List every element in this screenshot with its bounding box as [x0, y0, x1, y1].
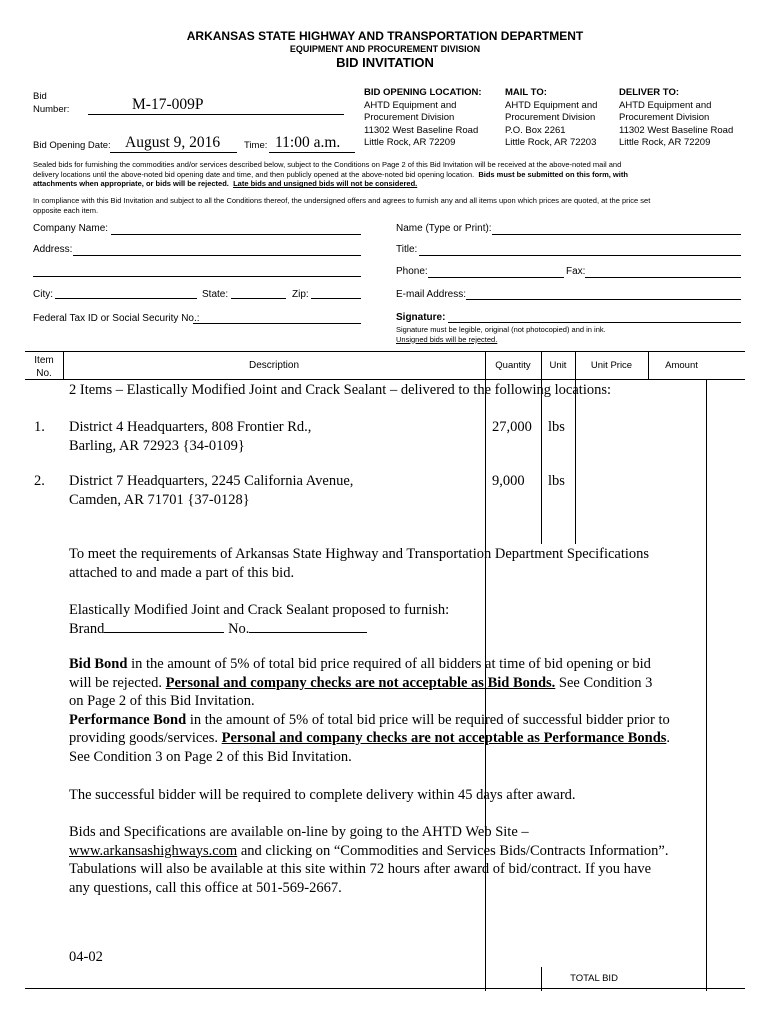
name-field[interactable]	[492, 234, 741, 235]
title-field[interactable]	[419, 255, 741, 256]
item-2-description: District 7 Headquarters, 2245 California Avenue, Camden, AR 71701 {37-0128}	[69, 473, 354, 508]
phone-field[interactable]	[428, 277, 564, 278]
performance-bond-title: Performance Bond	[69, 711, 187, 728]
item-1-quantity: 27,000	[492, 419, 532, 435]
mail-to-address: MAIL TO: AHTD Equipment and Procurement Division P.O. Box 2261 Little Rock, AR 72203	[505, 87, 598, 148]
company-name-label: Company Name:	[33, 223, 109, 234]
city-field[interactable]	[55, 298, 197, 299]
quantity-header: Quantity	[495, 360, 531, 371]
time-value: 11:00 a.m.	[275, 134, 341, 151]
fax-field[interactable]	[585, 277, 741, 278]
fax-label: Fax:	[566, 266, 586, 277]
page-title: BID INVITATION	[336, 55, 434, 70]
brand-field[interactable]	[104, 620, 224, 633]
item-2-number: 2.	[34, 473, 45, 489]
title-label: Title:	[396, 244, 418, 255]
item-1-unit: lbs	[548, 419, 565, 435]
sealed-bids-notice: Sealed bids for furnishing the commodities and/or services described below, subject to the Conditions on Page 2 of this Bid Invitation will be received at the above-noted mail and delivery locations until the above-noted bid opening date and time, and then publicly opened at the above-noted bid opening location. Bids must be submitted on this form, with attachments when appropriate, or bids will be rejected. Late bids and unsigned bids will not be considered.	[33, 160, 628, 189]
bid-bond-title: Bid Bond	[69, 656, 128, 672]
unit-header: Unit	[549, 360, 567, 371]
email-field[interactable]	[466, 299, 741, 300]
table-header-bottom-border	[25, 379, 745, 380]
signature-note: Signature must be legible, original (not photocopied) and in ink. Unsigned bids will be rejected.	[396, 325, 606, 344]
table-top-border	[25, 351, 745, 352]
address-line-2-field[interactable]	[33, 276, 361, 277]
item-2-quantity: 9,000	[492, 473, 525, 489]
total-bid-label: TOTAL BID	[570, 973, 618, 984]
quantity-col-divider	[541, 351, 542, 544]
time-label: Time:	[244, 140, 268, 151]
signature-field[interactable]	[448, 322, 741, 323]
bid-number-underline	[88, 114, 344, 115]
name-label: Name (Type or Print):	[396, 223, 492, 234]
zip-label: Zip:	[292, 289, 309, 300]
bid-opening-date-label: Bid Opening Date:	[33, 140, 111, 151]
state-label: State:	[202, 289, 229, 300]
address-field[interactable]	[73, 255, 361, 256]
unit-price-header: Unit Price	[590, 360, 633, 371]
item-1-description: District 4 Headquarters, 808 Frontier Rd., Barling, AR 72923 {34-0109}	[69, 419, 312, 454]
bond-requirements: Bid Bond in the amount of 5% of total bid price required of all bidders at time of bid opening or bid will be rejected. Personal and company checks are not acceptable as Bid Bonds. See Condition 3 on Page 2 of this Bid Invitation. Performance Bond in the amount of 5% of total bid price will be required of successful bidder prior to providing goods/services. Personal and company checks are not acceptable as Performance Bonds. See Condition 3 on Page 2 of this Bid Invitation.	[69, 656, 671, 765]
sealant-proposal: Elastically Modified Joint and Crack Sealant proposed to furnish: Brand No.	[69, 602, 450, 637]
address-label: Address:	[33, 244, 73, 255]
item-no-header: Item No.	[34, 355, 54, 379]
bid-opening-location: BID OPENING LOCATION: AHTD Equipment and Procurement Division 11302 West Baseline Road Little Rock, AR 72209	[364, 87, 482, 148]
bid-opening-date-underline	[110, 152, 237, 153]
compliance-notice: In compliance with this Bid Invitation and subject to all the Conditions thereof, the undersigned offers and agrees to furnish any and all items upon which prices are quoted, at the price set opposite each item.	[33, 196, 651, 215]
zip-field[interactable]	[311, 298, 361, 299]
table-bottom-border	[25, 988, 745, 989]
model-no-field[interactable]	[249, 620, 367, 633]
deliver-to-address: DELIVER TO: AHTD Equipment and Procurement Division 11302 West Baseline Road Little Rock, AR 72209	[619, 87, 734, 148]
website-link[interactable]: www.arkansashighways.com	[69, 842, 238, 859]
tax-id-field[interactable]	[193, 323, 361, 324]
phone-label: Phone:	[396, 266, 428, 277]
description-header: Description	[248, 360, 300, 371]
delivery-requirement: The successful bidder will be required to complete delivery within 45 days after award.	[69, 787, 576, 803]
bid-opening-date-value: August 9, 2016	[125, 134, 221, 151]
city-label: City:	[33, 289, 53, 300]
division-title: EQUIPMENT AND PROCUREMENT DIVISION	[289, 44, 481, 54]
items-intro: 2 Items – Elastically Modified Joint and Crack Sealant – delivered to the following locations:	[69, 382, 612, 398]
bid-number-label: Bid Number:	[33, 91, 70, 115]
form-code: 04-02	[69, 949, 103, 965]
bid-number-value: M-17-009P	[132, 96, 204, 113]
email-label: E-mail Address:	[396, 289, 467, 300]
signature-label: Signature:	[396, 312, 446, 323]
department-title: ARKANSAS STATE HIGHWAY AND TRANSPORTATION DEPARTMENT	[186, 29, 584, 43]
specifications-paragraph: To meet the requirements of Arkansas State Highway and Transportation Department Specifications attached to and made a part of this bid.	[69, 546, 650, 581]
online-info: Bids and Specifications are available on-line by going to the AHTD Web Site – www.arkansashighways.com and clicking on “Commodities and Services Bids/Contracts Information”. Tabulations will also be available at this site within 72 hours after award of bid/contract. If you have any questions, call this office at 501-569-2667.	[69, 824, 669, 896]
unit-col-divider	[575, 351, 576, 544]
state-field[interactable]	[231, 298, 286, 299]
amount-header: Amount	[665, 360, 698, 371]
amount-col-divider	[706, 380, 707, 991]
company-name-field[interactable]	[111, 234, 361, 235]
item-1-number: 1.	[34, 419, 45, 435]
time-underline	[269, 152, 355, 153]
item-2-unit: lbs	[548, 473, 565, 489]
tax-id-label: Federal Tax ID or Social Security No.:	[33, 313, 200, 324]
